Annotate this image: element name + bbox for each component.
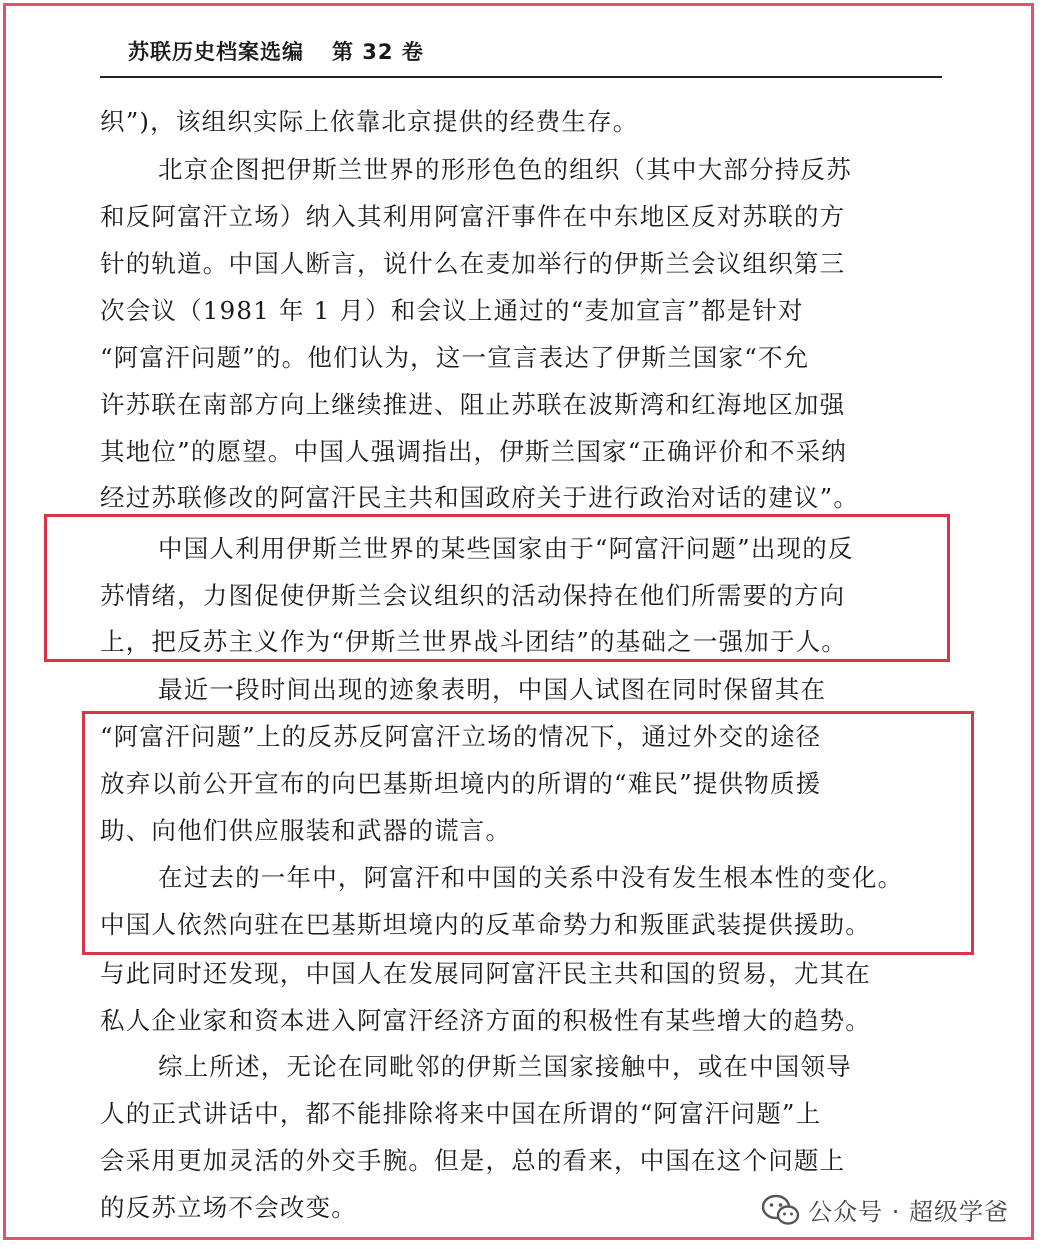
- watermark-text: 公众号 · 超级学爸: [808, 1198, 1009, 1226]
- text-line: 北京企图把伊斯兰世界的形形色色的组织（其中大部分持反苏: [158, 155, 852, 184]
- volume-number: 第 32 卷: [332, 40, 424, 64]
- text-line: 综上所述，无论在同毗邻的伊斯兰国家接触中，或在中国领导: [158, 1052, 852, 1081]
- text-line: 放弃以前公开宣布的向巴基斯坦境内的所谓的“难民”提供物质援: [100, 769, 822, 798]
- text-line: 最近一段时间出现的迹象表明，中国人试图在同时保留其在: [158, 675, 827, 704]
- text-line: 织”)，该组织实际上依靠北京提供的经费生存。: [100, 107, 639, 136]
- text-line: 会采用更加灵活的外交手腕。但是，总的看来，中国在这个问题上: [100, 1146, 846, 1175]
- text-line: 助、向他们供应服装和武器的谎言。: [100, 816, 512, 845]
- text-line: 的反苏立场不会改变。: [100, 1193, 357, 1222]
- text-line: 人的正式讲话中，都不能排除将来中国在所谓的“阿富汗问题”上: [100, 1099, 822, 1128]
- text-line: 苏情绪，力图促使伊斯兰会议组织的活动保持在他们所需要的方向: [100, 581, 846, 610]
- text-line: 次会议（1981 年 1 月）和会议上通过的“麦加宣言”都是针对: [100, 296, 804, 325]
- wechat-icon: [762, 1194, 800, 1226]
- book-title: 苏联历史档案选编: [128, 40, 304, 64]
- text-line: “阿富汗问题”的。他们认为，这一宣言表达了伊斯兰国家“不允: [100, 343, 810, 372]
- watermark: [762, 1192, 1009, 1227]
- text-line: 中国人利用伊斯兰世界的某些国家由于“阿富汗问题”出现的反: [158, 534, 854, 563]
- header-rule: [100, 76, 942, 78]
- text-line: 上，把反苏主义作为“伊斯兰世界战斗团结”的基础之一强加于人。: [100, 627, 848, 656]
- text-line: 与此同时还发现，中国人在发展同阿富汗民主共和国的贸易，尤其在: [100, 959, 871, 988]
- running-head: [128, 36, 424, 66]
- text-line: 其地位”的愿望。中国人强调指出，伊斯兰国家“正确评价和不采纳: [100, 437, 848, 466]
- text-line: 在过去的一年中，阿富汗和中国的关系中没有发生根本性的变化。: [158, 863, 904, 892]
- text-line: 中国人依然向驻在巴基斯坦境内的反革命势力和叛匪武装提供援助。: [100, 910, 871, 939]
- text-line: 和反阿富汗立场）纳入其利用阿富汗事件在中东地区反对苏联的方: [100, 202, 846, 231]
- text-line: 私人企业家和资本进入阿富汗经济方面的积极性有某些增大的趋势。: [100, 1006, 871, 1035]
- text-line: 经过苏联修改的阿富汗民主共和国政府关于进行政治对话的建议”。: [100, 483, 860, 512]
- text-line: “阿富汗问题”上的反苏反阿富汗立场的情况下，通过外交的途径: [100, 722, 822, 751]
- text-line: 针的轨道。中国人断言，说什么在麦加举行的伊斯兰会议组织第三: [100, 249, 846, 278]
- text-line: 许苏联在南部方向上继续推进、阻止苏联在波斯湾和红海地区加强: [100, 390, 846, 419]
